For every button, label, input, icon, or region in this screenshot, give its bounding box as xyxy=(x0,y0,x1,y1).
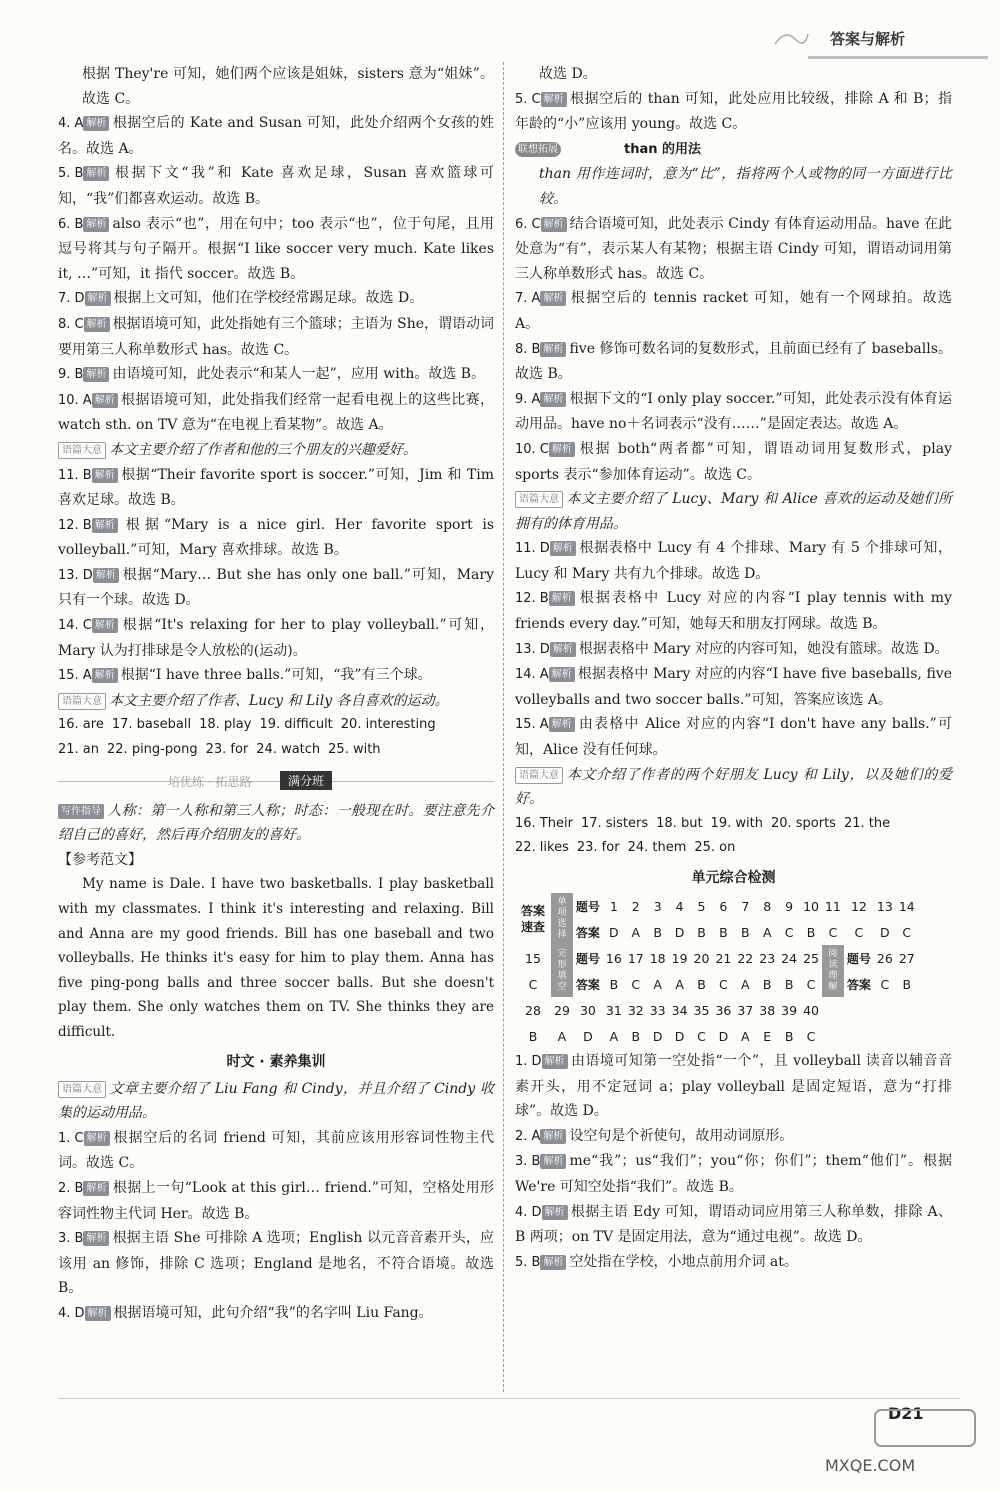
jiexi-tag: 解析 xyxy=(550,541,576,556)
table-cell: C xyxy=(528,976,538,992)
table-cell: 8 xyxy=(763,898,772,914)
table-cell: D xyxy=(880,924,890,940)
answer-text: 根据 both“两者都”可知，谓语动词用复数形式，play sports 表示“参加体育运动”。故选 C。 xyxy=(515,440,952,483)
answer-number: 13. D xyxy=(515,641,550,657)
answer-number: 7. D xyxy=(58,291,85,307)
jiexi-tag: 解析 xyxy=(93,568,119,583)
answer-text: 根据空后的 than 可知，此处应用比较级，排除 A 和 B；指年龄的“小”应该用 young。故选 C。 xyxy=(515,90,952,133)
jiexi-tag: 解析 xyxy=(84,1131,110,1146)
table-cell: C xyxy=(854,924,864,940)
table-cell: D xyxy=(718,1028,729,1044)
answer-number: 8. C xyxy=(58,316,84,332)
blank-answers xyxy=(515,836,952,861)
jiexi-tag: 解析 xyxy=(92,393,118,408)
jiexi-tag: 解析 xyxy=(549,717,575,732)
answer-item xyxy=(58,563,494,613)
answer-item xyxy=(58,286,494,312)
jiexi-tag: 解析 xyxy=(83,1181,109,1196)
extension-tag: 联想拓展 xyxy=(515,142,561,157)
answer-item xyxy=(58,212,494,287)
answer-text: 由表格中 Alice 对应的内容“I don't have any balls.”可知，Alice 没有任何球。 xyxy=(515,716,952,759)
summary-text: 本文介绍了作者的两个好朋友 Lucy 和 Lily，以及她们的爱好。 xyxy=(515,766,952,808)
table-cell: 17 xyxy=(627,950,644,966)
jiexi-tag: 解析 xyxy=(84,317,110,332)
jiexi-tag: 解析 xyxy=(83,166,109,181)
blank-answer: 21. the xyxy=(843,815,891,831)
answer-item xyxy=(58,1126,494,1176)
page-header xyxy=(760,22,990,58)
answer-text: 结合语境可知，此处表示 Cindy 有体育运动用品。have 在此处意为“有”，表示某人有某物；根据主语 Cindy 可知，谓语动词用第三人称单数形式 has。故选 C。 xyxy=(515,215,952,282)
jiexi-tag: 解析 xyxy=(83,1231,109,1246)
answer-item xyxy=(515,712,952,762)
page-number: D21 xyxy=(888,1404,924,1423)
blank-answer: 17. baseball xyxy=(111,717,192,733)
answer-line: 故选 D。 xyxy=(539,66,597,82)
table-cell: C xyxy=(631,976,641,992)
answer-text: 根据表格中 Mary 对应的内容可知，她没有篮球。故选 D。 xyxy=(578,640,949,657)
blank-answer: 16. are xyxy=(58,717,104,733)
blank-answer: 25. with xyxy=(328,742,381,758)
table-cell: 21 xyxy=(715,950,732,966)
jiexi-tag: 解析 xyxy=(550,642,576,657)
jiexi-tag: 解析 xyxy=(549,442,575,457)
answer-item xyxy=(515,662,952,712)
answer-item xyxy=(58,463,494,513)
table-cell: B xyxy=(697,924,706,940)
table-cell: C xyxy=(806,976,816,992)
blank-answer: 23. for xyxy=(576,840,620,856)
right-column xyxy=(515,62,952,1275)
blank-answers xyxy=(58,738,494,763)
answer-text: 根据主语 Edy 可知，谓语动词应用第三人称单数，排除 A、B 两项；on TV 是固定用法，意为“通过电视”。故选 D。 xyxy=(515,1203,952,1246)
table-cell: E xyxy=(763,1028,772,1044)
answer-number: 6. B xyxy=(58,216,84,232)
table-cell: A xyxy=(653,976,662,992)
section-banner xyxy=(58,769,494,795)
answer-text: 根据下文的“I only play soccer.”可知，此处表示没有体育运动用品。have no＋名词表示“没有……”是固定表达。故选 A。 xyxy=(515,390,952,433)
table-cell: A xyxy=(741,976,750,992)
answer-text: 设空句是个祈使句，故用动词原形。 xyxy=(569,1127,794,1144)
answer-text: 根据上一句“Look at this girl… friend.”可知，空格处用形容词性物主代词 Her。故选 B。 xyxy=(58,1179,494,1222)
sample-essay: My name is Dale. I have two basketballs. I play basketball with my classmates. I think it's interesting and relaxing. Bill and Anna are my good friends. Bill has one baseball and two volleyballs. He thinks it's easy for him to play them. Anna has five ping-pong balls and three soccer balls. But she doesn't play them. She only watches them on TV. She thinks they are difficult. xyxy=(58,876,494,1040)
summary-item xyxy=(58,689,494,714)
answer-item xyxy=(58,362,494,388)
answer-number: 14. C xyxy=(58,618,92,634)
summary-item xyxy=(515,487,952,536)
blank-answer: 18. play xyxy=(199,717,252,733)
answer-item xyxy=(515,437,952,487)
table-cell: C xyxy=(806,1028,816,1044)
table-cell: C xyxy=(902,924,912,940)
table-cell: 38 xyxy=(759,1002,776,1018)
answer-item xyxy=(515,286,952,336)
table-cell: B xyxy=(784,976,794,992)
jiexi-tag: 解析 xyxy=(83,217,109,232)
extension-box xyxy=(515,137,952,212)
summary-item xyxy=(58,438,494,463)
answer-item xyxy=(515,1049,952,1124)
blank-answer: 21. an xyxy=(58,742,100,758)
answer-number: 11. D xyxy=(515,541,550,557)
table-cell: 10 xyxy=(803,898,819,914)
header-title: 答案与解析 xyxy=(830,30,906,48)
jiexi-tag: 解析 xyxy=(541,92,567,107)
table-cell: 22 xyxy=(737,950,754,966)
table-cell: 18 xyxy=(649,950,666,966)
table-cell: A xyxy=(609,1028,619,1044)
answer-item xyxy=(515,586,952,636)
table-cell: 11 xyxy=(824,898,841,914)
table-cell: C xyxy=(828,924,838,940)
writing-tag: 写作指导 xyxy=(58,804,104,819)
left-column xyxy=(58,62,494,1327)
blank-answer: 17. sisters xyxy=(580,815,649,831)
answer-item xyxy=(58,161,494,211)
table-cell: 27 xyxy=(898,950,915,966)
table-cell: 12 xyxy=(850,898,867,914)
answer-number: 10. C xyxy=(515,441,549,457)
answer-number: 4. D xyxy=(58,1305,85,1321)
answer-number: 1. D xyxy=(515,1054,542,1069)
blank-answer: 25. on xyxy=(694,840,736,856)
table-cell: 20 xyxy=(693,950,710,966)
answer-text: 根据“I have three balls.”可知，“我”有三个球。 xyxy=(120,667,432,684)
jiexi-tag: 解析 xyxy=(540,342,566,357)
answer-number: 11. B xyxy=(58,467,92,483)
answer-number: 2. B xyxy=(58,1180,84,1196)
answer-text: 根据语境可知，此句介绍“我”的名字叫 Liu Fang。 xyxy=(113,1304,433,1321)
answer-number: 9. B xyxy=(58,367,84,383)
summary-item xyxy=(515,763,952,812)
table-cell: 37 xyxy=(737,1002,754,1018)
answer-text: 根据表格中 Lucy 有 4 个排球、Mary 有 5 个排球可知，Lucy 和 Mary 共有九个排球。故选 D。 xyxy=(515,540,952,582)
jiexi-tag: 解析 xyxy=(540,392,566,407)
answer-number: 1. C xyxy=(58,1130,84,1146)
answer-number: 15. A xyxy=(515,717,549,733)
answer-text: me“我”；us“我们”；you“你；你们”；them“他们”。根据 We're 可知空处指“我们”。故选 B。 xyxy=(515,1153,952,1195)
answer-number: 3. B xyxy=(58,1231,84,1247)
table-cell: 34 xyxy=(671,1002,688,1018)
jiexi-tag: 解析 xyxy=(542,1205,568,1220)
summary-tag: 语篇大意 xyxy=(515,767,563,784)
table-cell: A xyxy=(741,1028,750,1044)
table-cell: 29 xyxy=(554,1002,570,1018)
table-cell: 15 xyxy=(525,950,541,966)
group-label: 单项选择 xyxy=(551,893,573,945)
speed-label: 答案速查 xyxy=(520,904,545,934)
answer-item xyxy=(515,1149,952,1199)
blank-answer: 16. Their xyxy=(515,815,573,831)
jiexi-tag: 解析 xyxy=(542,1054,568,1069)
table-cell: 2 xyxy=(631,898,640,914)
answer-item xyxy=(58,1301,494,1327)
footer-rule xyxy=(58,1398,960,1399)
table-cell: C xyxy=(784,924,794,940)
answer-text: 根据上文可知，他们在学校经常踢足球。故选 D。 xyxy=(113,290,424,307)
answer-number: 9. A xyxy=(515,391,541,407)
table-cell: 5 xyxy=(697,898,706,914)
answer-item xyxy=(515,1250,952,1276)
table-cell: 39 xyxy=(781,1002,798,1018)
answer-text: 根据主语 She 可排除 A 选项；English 以元音音素开头，应该用 an 修饰，排除 C 选项；England 是地名，不符合语境。故选 B。 xyxy=(58,1230,494,1297)
summary-text: 本文主要介绍了作者和他的三个朋友的兴趣爱好。 xyxy=(109,441,417,458)
blank-answer: 24. watch xyxy=(256,742,321,758)
answer-number: 6. C xyxy=(515,216,541,232)
answer-number: 7. A xyxy=(515,291,541,307)
table-cell: B xyxy=(528,1028,538,1044)
answer-text: 根据下文“我”和 Kate 喜欢足球，Susan 喜欢篮球可知，“我”们都喜欢运动。故选 B。 xyxy=(58,165,494,207)
table-cell: B xyxy=(719,924,728,940)
blank-answers xyxy=(515,812,952,837)
table-cell: B xyxy=(762,976,772,992)
jiexi-tag: 解析 xyxy=(540,1129,566,1144)
jiexi-tag: 解析 xyxy=(549,591,575,606)
table-cell: 30 xyxy=(579,1002,596,1018)
table-cell: D xyxy=(583,1028,593,1044)
answer-text: 由语境可知第一空处指“一个”，且 volleyball 读音以辅音音素开头，用不定冠词 a；play volleyball 是固定短语，意为“打排球”。故选 D。 xyxy=(515,1053,952,1120)
table-cell: 35 xyxy=(693,1002,710,1018)
table-cell: B xyxy=(697,976,706,992)
answer-number: 12. B xyxy=(58,517,92,533)
answer-number: 5. C xyxy=(515,91,541,107)
answer-line: 根据 They're 可知，她们两个应该是姐妹，sisters 意为“姐妹”。故选 C。 xyxy=(82,66,494,107)
answer-table xyxy=(515,893,918,1049)
table-cell: 24 xyxy=(781,950,798,966)
answer-text: also 表示“也”，用在句中；too 表示“也”，位于句尾，且用逗号将其与句子隔开。根据“I like soccer very much. Kate likes it, …”可知，it 指代 soccer。故选 B。 xyxy=(58,215,494,282)
section-title: 时文 · 素养集训 xyxy=(226,1053,326,1070)
answer-text: five 修饰可数名词的复数形式，且前面已经有了 baseballs。故选 B。 xyxy=(515,340,952,383)
blank-answer: 22. ping-pong xyxy=(107,742,198,758)
answer-item xyxy=(515,1124,952,1150)
answer-text: 根据“Mary… But she has only one ball.”可知，Mary 只有一个球。故选 D。 xyxy=(58,566,494,609)
table-cell: 28 xyxy=(525,1002,541,1018)
answer-item xyxy=(58,613,494,663)
table-cell: 16 xyxy=(605,950,622,966)
answer-item xyxy=(515,1200,952,1250)
answer-item xyxy=(58,513,494,563)
jiexi-tag: 解析 xyxy=(92,618,118,633)
table-cell: B xyxy=(741,924,750,940)
table-cell: B xyxy=(902,976,912,992)
answer-number: 14. A xyxy=(515,667,549,683)
answer-item xyxy=(515,536,952,586)
blank-answer: 20. interesting xyxy=(340,717,436,733)
answer-text: 根据空后的名词 friend 可知，其前应该用形容词性物主代词。故选 C。 xyxy=(58,1129,494,1172)
answer-item xyxy=(58,1176,494,1226)
header-bar xyxy=(808,56,988,59)
answer-text: 根据“Their favorite sport is soccer.”可知，Jim 和 Tim 喜欢足球。故选 B。 xyxy=(58,466,494,509)
table-cell: 19 xyxy=(671,950,688,966)
table-cell: D xyxy=(609,924,619,940)
blank-answer: 19. difficult xyxy=(259,717,333,733)
table-cell: D xyxy=(652,1028,663,1044)
answer-item xyxy=(58,1226,494,1301)
answer-number: 10. A xyxy=(58,392,92,408)
summary-tag: 语篇大意 xyxy=(58,693,106,710)
summary-tag: 语篇大意 xyxy=(58,442,106,459)
jiexi-tag: 解析 xyxy=(92,668,118,683)
extension-title: than 的用法 xyxy=(624,141,702,157)
header-ans: 答案 xyxy=(575,925,600,940)
table-cell: 6 xyxy=(719,898,728,914)
page-footer xyxy=(0,1398,1000,1491)
answer-item xyxy=(515,637,952,663)
table-cell: 4 xyxy=(675,898,684,914)
answer-number: 15. A xyxy=(58,668,92,684)
answer-text: 根据表格中 Mary 对应的内容“I have five baseballs, five volleyballs and two soccer balls.”可知，答案应该选 A。 xyxy=(515,666,952,708)
answer-number: 12. B xyxy=(515,591,549,607)
blank-answer: 20. sports xyxy=(770,815,836,831)
answer-number: 5. B xyxy=(58,166,84,182)
header-num: 题号 xyxy=(846,951,871,966)
header-num: 题号 xyxy=(575,951,600,966)
answer-text: 根据空后的 Kate and Susan 可知，此处介绍两个女孩的姓名。故选 A。 xyxy=(58,115,494,157)
answer-text: 根据语境可知，此处指我们经常一起看电视上的这些比赛，watch sth. on TV 意为“在电视上看某物”。故选 A。 xyxy=(58,391,494,434)
watermark-text: MXQE.COM xyxy=(825,1456,916,1475)
answer-number: 13. D xyxy=(58,567,93,583)
summary-text: 本文主要介绍了作者、Lucy 和 Lily 各自喜欢的运动。 xyxy=(109,692,449,709)
jiexi-tag: 解析 xyxy=(83,116,109,131)
table-cell: 13 xyxy=(876,898,893,914)
jiexi-tag: 解析 xyxy=(92,468,118,483)
answer-number: 2. A xyxy=(515,1128,541,1144)
table-cell: C xyxy=(880,976,890,992)
answer-number: 3. B xyxy=(515,1154,541,1170)
summary-item xyxy=(58,1077,494,1126)
answer-number: 4. D xyxy=(515,1204,542,1220)
group-label: 阅读理解 xyxy=(822,945,844,997)
blank-answer: 23. for xyxy=(205,742,249,758)
table-cell: 36 xyxy=(715,1002,732,1018)
table-cell: 31 xyxy=(605,1002,622,1018)
table-cell: 7 xyxy=(741,898,750,914)
column-divider xyxy=(503,62,504,1392)
answer-item xyxy=(58,312,494,362)
jiexi-tag: 解析 xyxy=(92,518,118,533)
answer-item xyxy=(58,388,494,438)
answer-text: 根据空后的 tennis racket 可知，她有一个网球拍。故选 A。 xyxy=(515,290,952,332)
extension-text: than 用作连词时，意为“比”，指将两个人或物的同一方面进行比较。 xyxy=(539,166,952,207)
jiexi-tag: 解析 xyxy=(541,217,567,232)
blank-answer: 22. likes xyxy=(515,840,569,856)
summary-text: 文章主要介绍了 Liu Fang 和 Cindy，并且介绍了 Cindy 收集的运动用品。 xyxy=(58,1080,494,1122)
decor-icon xyxy=(770,24,810,54)
answer-number: 5. B xyxy=(515,1254,541,1270)
table-cell: A xyxy=(631,924,641,940)
answer-text: 根据“Mary is a nice girl. Her favorite sport is volleyball.”可知，Mary 喜欢排球。故选 B。 xyxy=(58,516,494,559)
table-cell: 33 xyxy=(649,1002,666,1018)
group-label: 完形填空 xyxy=(551,945,573,997)
answer-text: 由语境可知，此处表示“和某人一起”，应用 with。故选 B。 xyxy=(112,366,486,383)
table-cell: 1 xyxy=(609,898,618,914)
summary-tag: 语篇大意 xyxy=(58,1081,106,1098)
header-num: 题号 xyxy=(575,899,600,914)
banner-right-label: 满分班 xyxy=(280,771,332,790)
writing-guide xyxy=(58,799,494,848)
table-cell: A xyxy=(675,976,684,992)
table-cell: 9 xyxy=(785,898,794,914)
summary-text: 本文主要介绍了 Lucy、Mary 和 Alice 喜欢的运动及她们所拥有的体育用品。 xyxy=(515,491,952,532)
table-cell: B xyxy=(631,1028,641,1044)
answer-item xyxy=(58,111,494,161)
table-cell: B xyxy=(784,1028,794,1044)
header-ans: 答案 xyxy=(846,977,871,992)
answer-item xyxy=(58,663,494,689)
table-cell: 14 xyxy=(898,898,915,914)
table-cell: C xyxy=(719,976,728,992)
blank-answer: 24. them xyxy=(627,840,687,856)
jiexi-tag: 解析 xyxy=(85,1306,111,1321)
blank-answer: 19. with xyxy=(710,815,763,831)
header-ans: 答案 xyxy=(575,977,600,992)
answer-item xyxy=(515,337,952,387)
table-cell: D xyxy=(674,1028,685,1044)
jiexi-tag: 解析 xyxy=(85,291,111,306)
table-cell: 23 xyxy=(759,950,776,966)
table-cell: D xyxy=(674,924,685,940)
answer-item xyxy=(515,87,952,137)
banner-line xyxy=(58,781,494,782)
writing-text: 人称：第一人称和第三人称；时态：一般现在时。要注意先介绍自己的喜好，然后再介绍朋友的喜好。 xyxy=(58,802,494,844)
answer-number: 8. B xyxy=(515,341,541,357)
jiexi-tag: 解析 xyxy=(83,367,109,382)
banner-left-label: 培优练 · 拓思路 xyxy=(168,774,252,789)
table-cell: C xyxy=(697,1028,706,1044)
table-cell: A xyxy=(762,924,772,940)
table-cell: B xyxy=(609,976,619,992)
blank-answers xyxy=(58,713,494,738)
table-cell: B xyxy=(806,924,816,940)
table-cell: 32 xyxy=(627,1002,644,1018)
answer-text: 根据“It's relaxing for her to play volleyball.”可知，Mary 认为打排球是令人放松的(运动)。 xyxy=(58,617,494,659)
summary-tag: 语篇大意 xyxy=(515,491,563,508)
ref-title: 【参考范文】 xyxy=(58,851,142,868)
jiexi-tag: 解析 xyxy=(540,1255,566,1270)
table-cell: A xyxy=(557,1028,567,1044)
table-cell: 3 xyxy=(653,898,662,914)
answer-item xyxy=(515,212,952,287)
answer-item xyxy=(515,387,952,437)
answer-number: 4. A xyxy=(58,116,84,132)
table-cell: B xyxy=(653,924,662,940)
jiexi-tag: 解析 xyxy=(549,667,575,682)
answer-text: 根据语境可知，此处指她有三个篮球；主语为 She，谓语动词要用第三人称单数形式 has。故选 C。 xyxy=(58,315,494,358)
blank-answer: 18. but xyxy=(656,815,703,831)
answer-text: 空处指在学校，小地点前用介词 at。 xyxy=(569,1253,798,1270)
jiexi-tag: 解析 xyxy=(540,1154,566,1169)
answer-text: 根据表格中 Lucy 对应的内容“I play tennis with my friends every day.”可知，她每天和朋友打网球。故选 B。 xyxy=(515,590,952,633)
table-cell: 40 xyxy=(803,1002,819,1018)
watermark-logo-icon xyxy=(835,1404,985,1450)
section-title: 单元综合检测 xyxy=(691,870,776,886)
jiexi-tag: 解析 xyxy=(540,291,566,306)
table-cell: 25 xyxy=(803,950,819,966)
table-cell: 26 xyxy=(876,950,893,966)
